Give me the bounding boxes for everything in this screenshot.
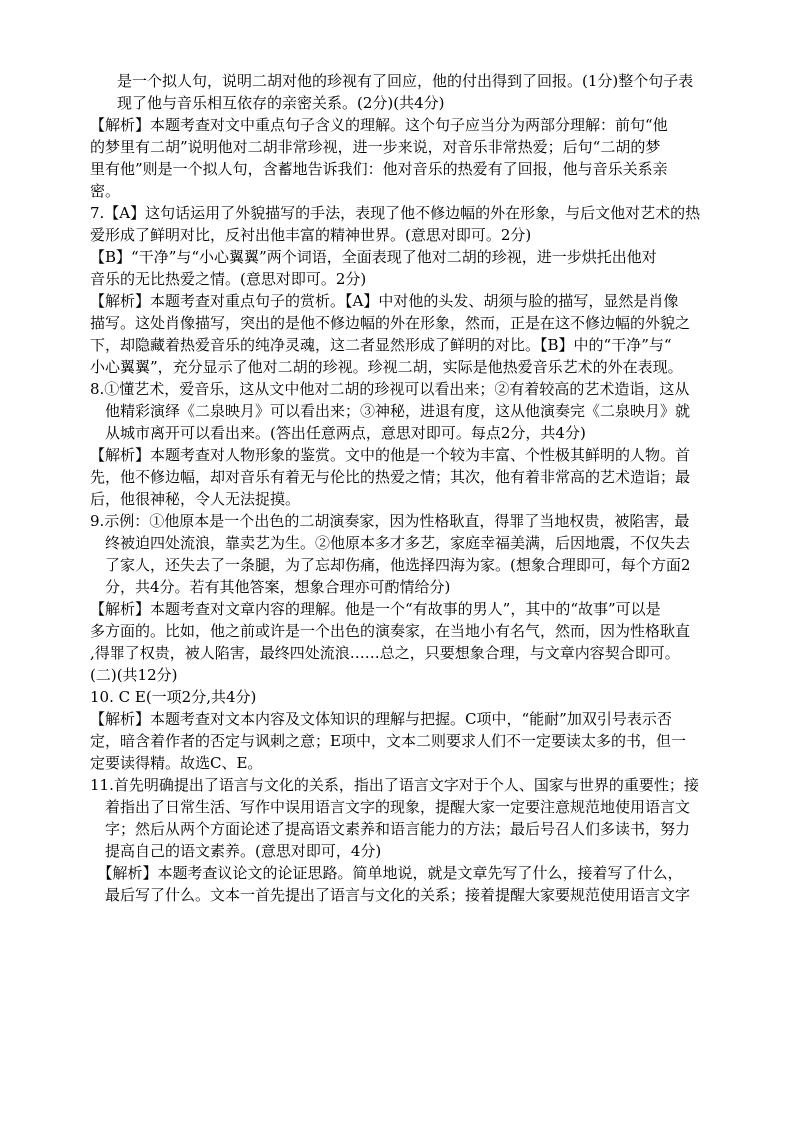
- text-line: 【B】“干净”与“小心翼翼”两个词语，全面表现了他对二胡的珍视，进一步烘托出他对: [90, 248, 657, 266]
- text-line: 定要读得精。故选C、E。: [90, 754, 263, 772]
- text-line: 爱形成了鲜明对比，反衬出他丰富的精神世界。(意思对即可。2分): [90, 226, 532, 244]
- text-line: 了家人，还失去了一条腿，为了忘却伤痛，他选择四海为家。(想象合理即可，每个方面2: [90, 556, 691, 574]
- text-line: 【解析】本题考查对文本内容及文体知识的理解与把握。C项中，“能耐”加双引号表示否: [90, 710, 672, 728]
- text-line: ,得罪了权贵，被人陷害，最终四处流浪……总之，只要想象合理，与文章内容契合即可。: [90, 644, 680, 662]
- text-line: 从城市离开可以看出来。(答出任意两点，意思对即可。每点2分，共4分): [90, 424, 586, 442]
- text-line: 是一个拟人句，说明二胡对他的珍视有了回应，他的付出得到了回报。(1分)整个句子表: [102, 72, 694, 90]
- text-line: 字；然后从两个方面论述了提高语文素养和语言能力的方法；最后号召人们多读书，努力: [90, 820, 691, 838]
- text-line: 最后写了什么。文本一首先提出了语言与文化的关系；接着提醒大家要规范使用语言文字: [90, 886, 691, 904]
- text-line: 【解析】本题考查对人物形象的鉴赏。文中的他是一个较为丰富、个性极其鲜明的人物。首: [90, 446, 691, 464]
- text-line: 7.【A】这句话运用了外貌描写的手法，表现了他不修边幅的外在形象，与后文他对艺术的热: [90, 204, 701, 222]
- text-line: (二)(共12分): [90, 666, 178, 684]
- text-line: 【解析】本题考查对文中重点句子含义的理解。这个句子应当分为两部分理解：前句“他: [90, 116, 668, 134]
- text-line: 终被迫四处流浪，靠卖艺为生。②他原本多才多艺，家庭幸福美满，后因地震，不仅失去: [90, 534, 691, 552]
- text-line: 提高自己的语文素养。(意思对即可，4分): [90, 842, 382, 860]
- text-line: 现了他与音乐相互依存的亲密关系。(2分)(共4分): [102, 94, 445, 112]
- text-line: 着指出了日常生活、写作中误用语言文字的现象，提醒大家一定要注意规范地使用语言文: [90, 798, 691, 816]
- text-line: 定，暗含着作者的否定与讽刺之意；E项中，文本二则要求人们不一定要读太多的书，但一: [90, 732, 686, 750]
- answer-key-page: [90, 70, 730, 906]
- text-line: 11.首先明确提出了语言与文化的关系，指出了语言文字对于个人、国家与世界的重要性；接: [90, 776, 699, 794]
- text-line: 他精彩演绎《二泉映月》可以看出来；③神秘，进退有度，这从他演奏完《二泉映月》就: [90, 402, 691, 420]
- text-line: 的梦里有二胡”说明他对二胡非常珍视，进一步来说，对音乐非常热爱；后句“二胡的梦: [90, 138, 661, 156]
- answer-text-block: [90, 70, 730, 906]
- text-line: 9.示例：①他原本是一个出色的二胡演奏家，因为性格耿直，得罪了当地权贵，被陷害，最: [90, 512, 690, 530]
- text-line: 后，他很神秘，令人无法捉摸。: [90, 490, 301, 508]
- text-line: 小心翼翼”，充分显示了他对二胡的珍视。珍视二胡，实际是他热爱音乐艺术的外在表现。: [90, 358, 683, 376]
- text-line: 音乐的无比热爱之情。(意思对即可。2分): [90, 270, 367, 288]
- text-line: 【解析】本题考查议论文的论证思路。简单地说，就是文章先写了什么，接着写了什么，: [90, 864, 683, 882]
- text-line: 分，共4分。若有其他答案，想象合理亦可酌情给分): [90, 578, 451, 596]
- text-line: 描写。这处肖像描写，突出的是他不修边幅的外在形象，然而，正是在这不修边幅的外貌之: [90, 314, 691, 332]
- text-line: 多方面的。比如，他之前或许是一个出色的演奏家，在当地小有名气，然而，因为性格耿直: [90, 622, 691, 640]
- text-line: 里有他”则是一个拟人句，含蓄地告诉我们：他对音乐的热爱有了回报，他与音乐关系亲: [90, 160, 668, 178]
- text-line: 【解析】本题考查对文章内容的理解。他是一个“有故事的男人”，其中的“故事”可以是: [90, 600, 661, 618]
- text-line: 密。: [90, 182, 121, 200]
- text-line: 10. C E(一项2分,共4分): [90, 688, 257, 706]
- text-line: 【解析】本题考查对重点句子的赏析。【A】中对他的头发、胡须与脸的描写，显然是肖像: [90, 292, 679, 310]
- text-line: 下，却隐藏着热爱音乐的纯净灵魂，这二者显然形成了鲜明的对比。【B】中的“干净”与“: [90, 336, 672, 354]
- text-line: 先，他不修边幅，却对音乐有着无与伦比的热爱之情；其次，他有着非常高的艺术造诣；最: [90, 468, 691, 486]
- text-line: 8.①懂艺术，爱音乐，这从文中他对二胡的珍视可以看出来；②有着较高的艺术造诣，这从: [90, 380, 690, 398]
